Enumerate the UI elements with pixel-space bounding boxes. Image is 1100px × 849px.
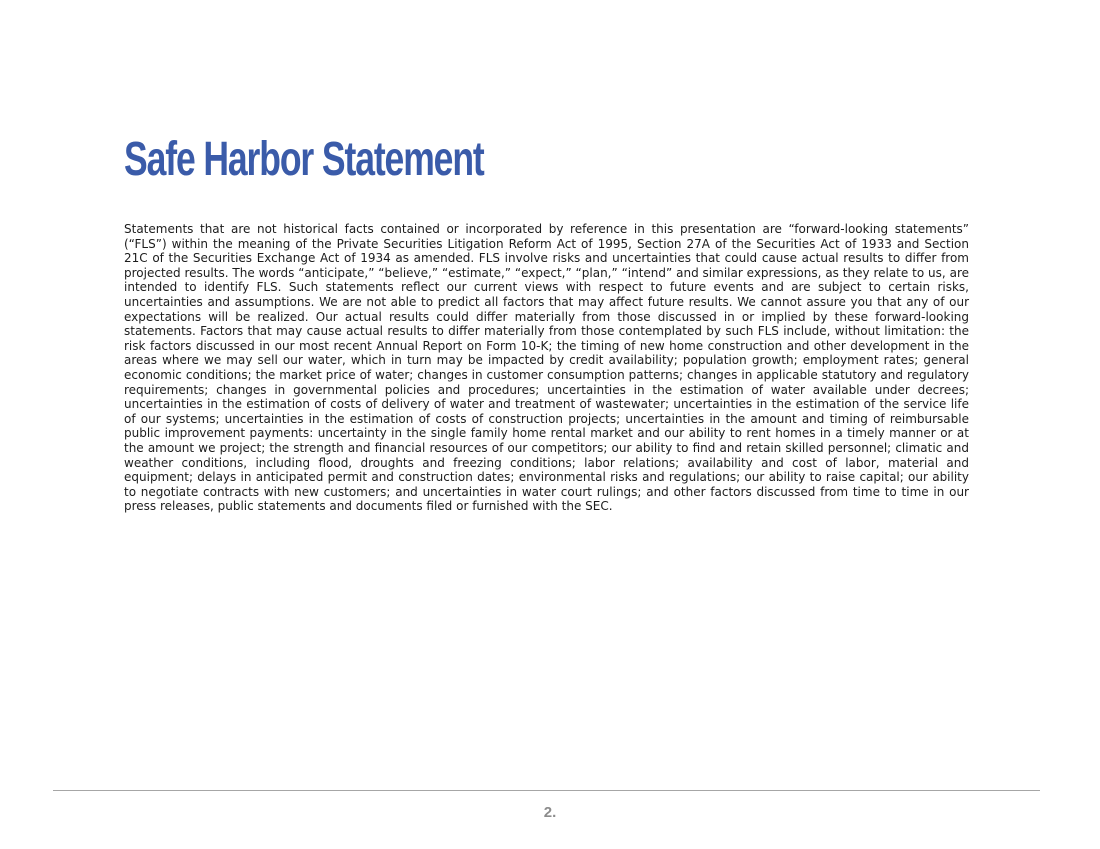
safe-harbor-paragraph: Statements that are not historical facts contained or incorporated by reference in this presentation are “forward-looking statements” (“FLS”) within the meaning of the Private Securities Litigation Reform Act of 1995, Section 27A of the Securities Act of 1933 and Section 21C of the Securities Exchange Act of 1934 as amended. FLS involve risks and uncertainties that could cause actual results to differ from projected results. The words “anticipate,” “believe,” “estimate,” “expect,” “plan,” “intend” and similar expressions, as they relate to us, are intended to identify FLS. Such statements reflect our current views with respect to future events and are subject to certain risks, uncertainties and assumptions. We are not able to predict all factors that may affect future results. We cannot assure you that any of our expectations will be realized. Our actual results could differ materially from those discussed in or implied by these forward-looking statements. Factors that may cause actual results to differ materially from those contemplated by such FLS include, without limitation: the risk factors discussed in our most recent Annual Report on Form 10-K; the timing of new home construction and other development in the areas where we may sell our water, which in turn may be impacted by credit availability; population growth; employment rates; general economic conditions; the market price of water; changes in customer consumption patterns; changes in applicable statutory and regulatory requirements; changes in governmental policies and procedures; uncertainties in the estimation of water available under decrees; uncertainties in the estimation of costs of delivery of water and treatment of wastewater; uncertainties in the estimation of the service life of our systems; uncertainties in the estimation of costs of construction projects; uncertainties in the amount and timing of reimbursable public improvement payments: uncertainty in the single family home rental market and our ability to rent homes in a timely manner or at the amount we project; the strength and financial resources of our competitors; our ability to find and retain skilled personnel; climatic and weather conditions, including flood, droughts and freezing conditions; labor relations; availability and cost of labor, material and equipment; delays in anticipated permit and construction dates; environmental risks and regulations; our ability to raise capital; our ability to negotiate contracts with new customers; and uncertainties in water court rulings; and other factors discussed from time to time in our press releases, public statements and documents filed or furnished with the SEC. — [124, 222, 969, 514]
footer-divider — [53, 790, 1040, 791]
page-number: 2. — [543, 804, 557, 821]
page-title: Safe Harbor Statement — [124, 133, 484, 186]
